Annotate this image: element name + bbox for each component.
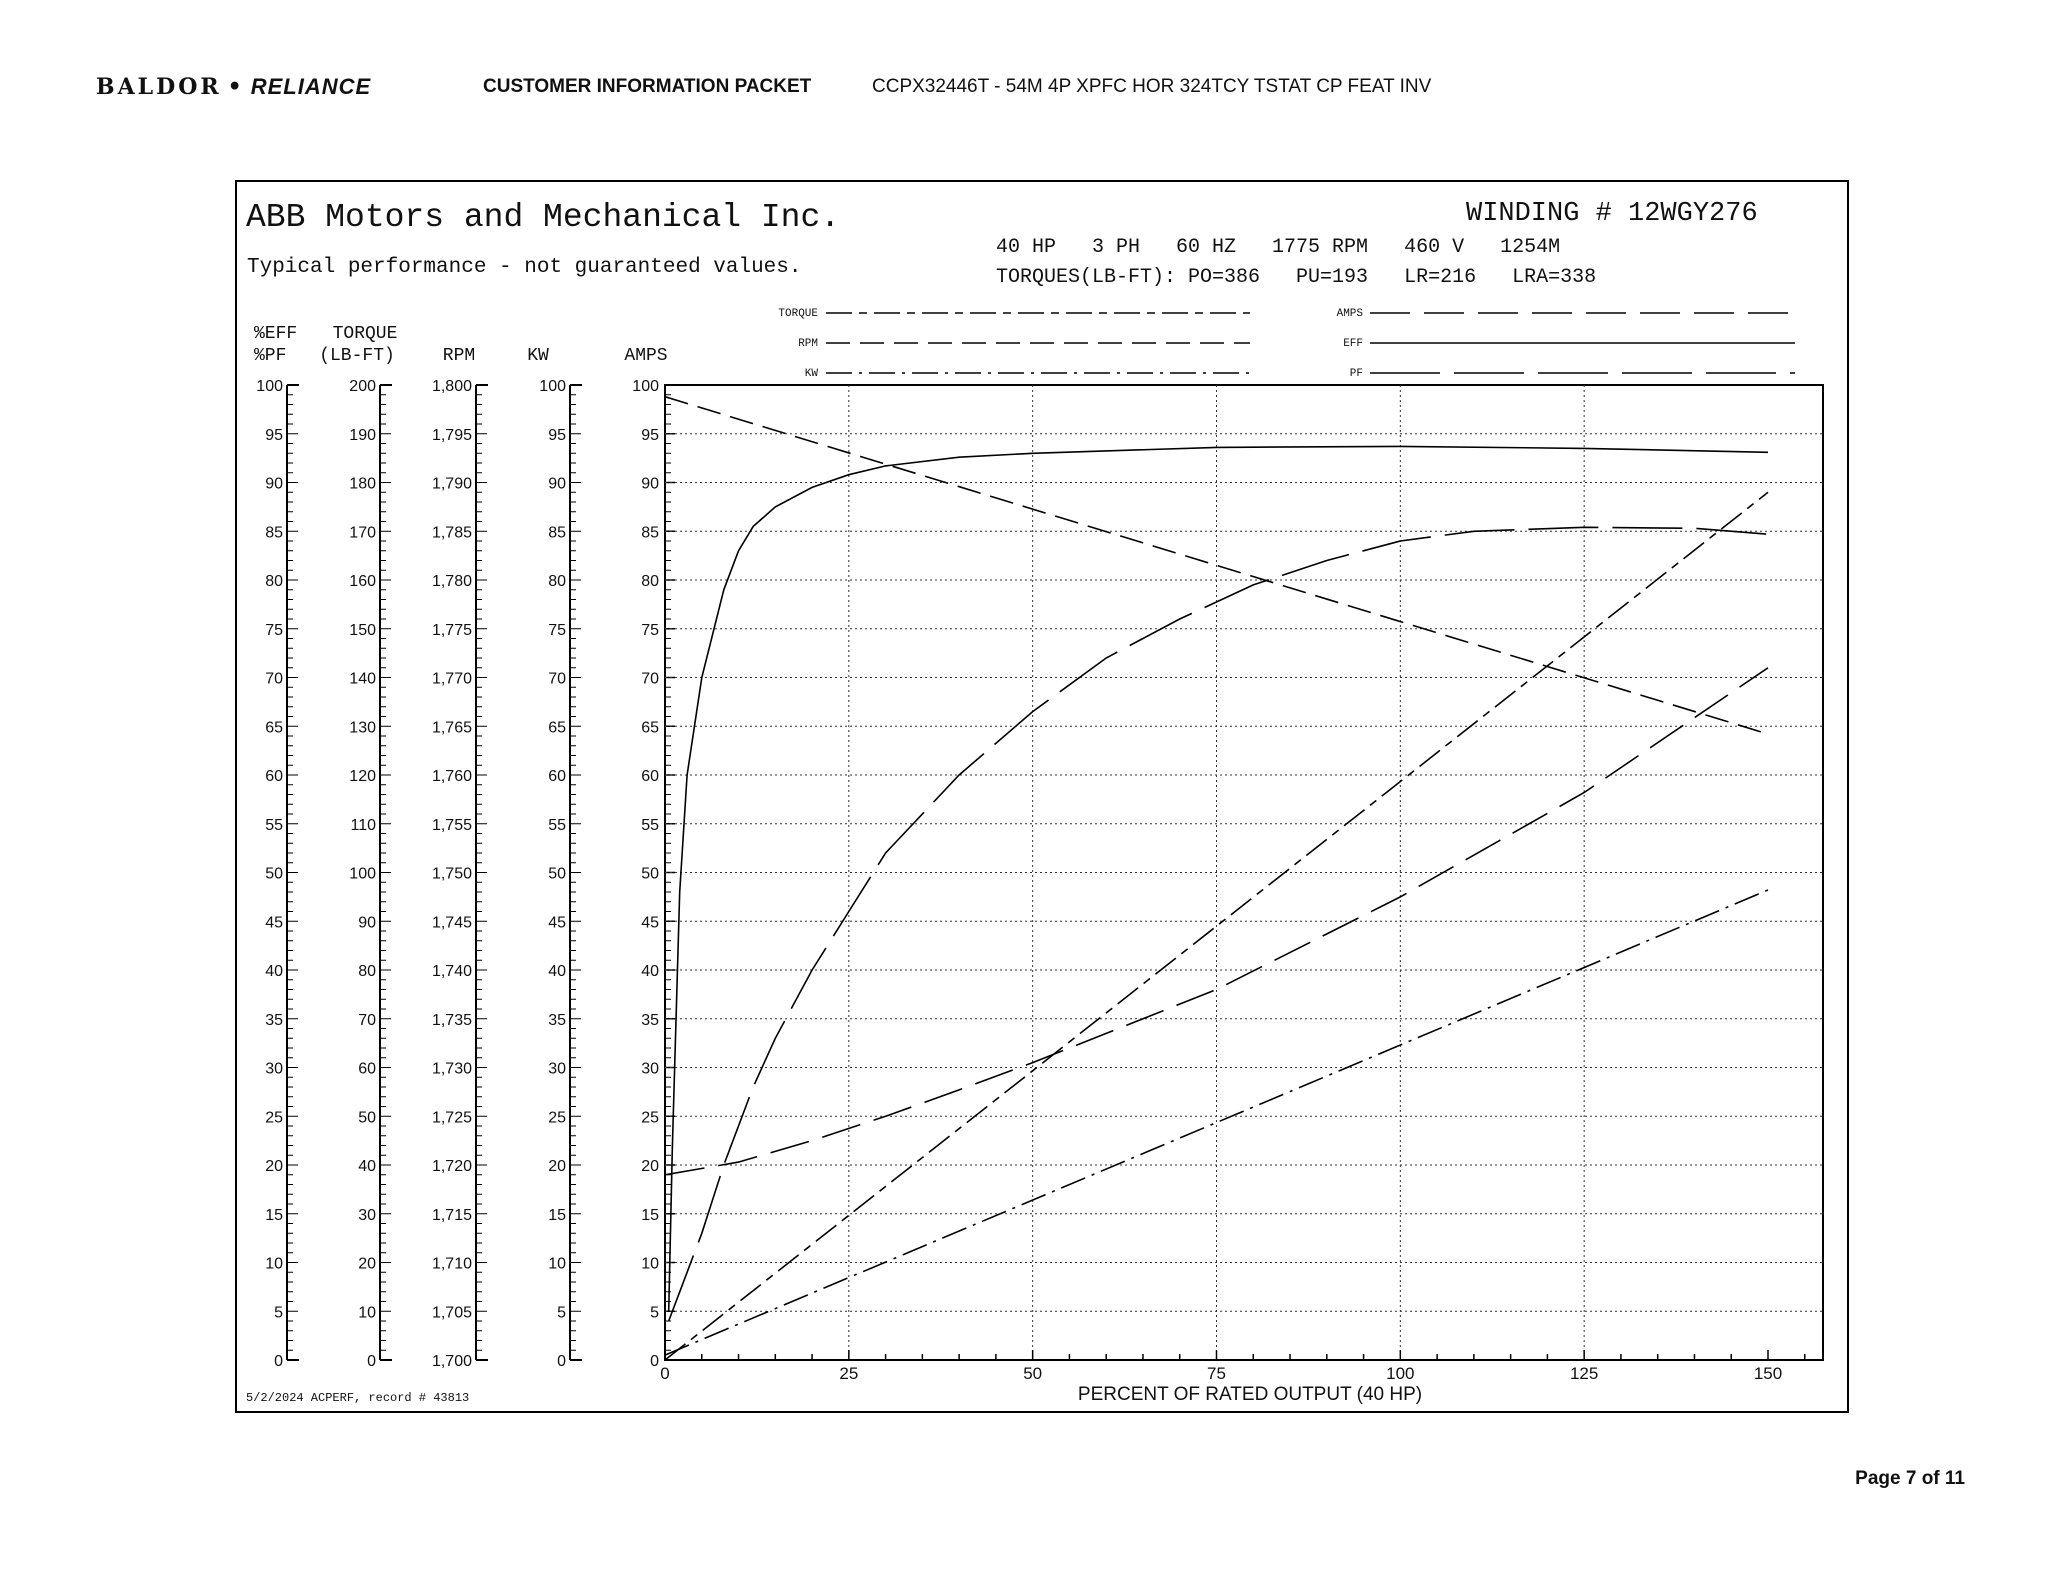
axis-tick-label: 1,800 bbox=[431, 378, 472, 395]
axis-title: RPM bbox=[442, 346, 476, 366]
axis-tick-label: 90 bbox=[358, 914, 376, 932]
axis-tick-label: 1,700 bbox=[431, 1353, 472, 1370]
axis-tick-label: 1,725 bbox=[431, 1109, 472, 1127]
axis-tick-label: 100 bbox=[539, 378, 566, 395]
axis-tick-label: 55 bbox=[548, 816, 566, 834]
axis-title: KW bbox=[527, 346, 549, 366]
logo-right-text: RELIANCE bbox=[250, 74, 372, 99]
axis-tick-label: 160 bbox=[349, 573, 376, 590]
axis-tick-label: 0 bbox=[650, 1353, 659, 1370]
axis-tick-label: 85 bbox=[548, 524, 566, 542]
axis-title: %PF bbox=[254, 346, 287, 366]
axis-tick-label: 1,790 bbox=[431, 475, 472, 493]
axis-tick-label: 90 bbox=[641, 475, 659, 493]
axis-tick-label: 55 bbox=[641, 816, 659, 834]
axis-tick-label: 5 bbox=[650, 1304, 659, 1322]
axis-tick-label: 35 bbox=[548, 1011, 566, 1029]
logo-left-text: BALDOR bbox=[96, 74, 222, 100]
axis-title: %EFF bbox=[254, 324, 298, 344]
series-eff bbox=[669, 446, 1768, 1311]
axis-tick-label: 1,710 bbox=[431, 1255, 472, 1273]
axis-tick-label: 20 bbox=[265, 1158, 283, 1175]
axis-tick-label: 90 bbox=[265, 475, 283, 493]
axis-tick-label: 1,720 bbox=[431, 1158, 472, 1175]
axis-tick-label: 170 bbox=[349, 524, 376, 542]
axis-tick-label: 10 bbox=[548, 1255, 566, 1273]
legend-label: EFF bbox=[1343, 338, 1363, 350]
axis-tick-label: 110 bbox=[350, 816, 376, 834]
axis-tick-label: 80 bbox=[641, 573, 659, 590]
axis-tick-label: 70 bbox=[265, 670, 283, 688]
axis-tick-label: 1,795 bbox=[431, 426, 472, 444]
axis-tick-label: 80 bbox=[358, 963, 376, 980]
axis-tick-label: 15 bbox=[641, 1206, 659, 1224]
x-axis-label: PERCENT OF RATED OUTPUT (40 HP) bbox=[1077, 1384, 1423, 1405]
axis-tick-label: 85 bbox=[265, 524, 283, 542]
axis-tick-label: 95 bbox=[265, 426, 283, 444]
axis-tick-label: 50 bbox=[641, 865, 659, 883]
axis-tick-label: 65 bbox=[641, 719, 659, 737]
axis-tick-label: 0 bbox=[367, 1353, 376, 1370]
axis-tick-label: 40 bbox=[548, 963, 566, 980]
axis-tick-label: 60 bbox=[548, 768, 566, 785]
axis-tick-label: 75 bbox=[641, 621, 659, 639]
axis-tick-label: 100 bbox=[349, 865, 376, 883]
axis-tick-label: 1,755 bbox=[431, 816, 472, 834]
axis-tick-label: 1,760 bbox=[431, 768, 472, 785]
axis-tick-label: 45 bbox=[641, 914, 659, 932]
axis-tick-label: 1,740 bbox=[431, 963, 472, 980]
axis-tick-label: 100 bbox=[256, 378, 283, 395]
axis-tick-label: 55 bbox=[265, 816, 283, 834]
legend-label: AMPS bbox=[1336, 308, 1363, 320]
axis-tick-label: 1,770 bbox=[431, 670, 472, 688]
axis-tick-label: 1,750 bbox=[431, 865, 472, 883]
axis-tick-label: 50 bbox=[358, 1109, 376, 1127]
axis-tick-label: 70 bbox=[641, 670, 659, 688]
legend-label: PF bbox=[1349, 368, 1363, 380]
axis-tick-label: 45 bbox=[548, 914, 566, 932]
plot-area bbox=[660, 385, 1823, 1383]
axis-tick-label: 20 bbox=[548, 1158, 566, 1175]
axis-tick-label: 65 bbox=[265, 719, 283, 737]
axis-tick-label: 1,775 bbox=[431, 621, 472, 639]
axis-tick-label: 50 bbox=[548, 865, 566, 883]
axis-tick-label: 1,735 bbox=[431, 1011, 472, 1029]
axis-tick-label: 40 bbox=[265, 963, 283, 980]
axis-tick-label: 70 bbox=[358, 1011, 376, 1029]
model-description: CCPX32446T - 54M 4P XPFC HOR 324TCY TSTAT CP FEAT INV bbox=[872, 76, 1432, 97]
axis-tick-label: 1,765 bbox=[431, 719, 472, 737]
axis-tick-label: 30 bbox=[265, 1060, 283, 1078]
x-tick-label: 125 bbox=[1569, 1364, 1599, 1383]
axis-tick-label: 40 bbox=[641, 963, 659, 980]
value-axes bbox=[254, 324, 675, 1370]
winding-number: WINDING # 12WGY276 bbox=[1466, 199, 1758, 229]
axis-tick-label: 65 bbox=[548, 719, 566, 737]
axis-tick-label: 35 bbox=[265, 1011, 283, 1029]
legend-label: KW bbox=[804, 368, 818, 380]
axis-tick-label: 30 bbox=[641, 1060, 659, 1078]
x-tick-label: 75 bbox=[1207, 1364, 1226, 1383]
legend-label: RPM bbox=[798, 338, 818, 350]
motor-ratings: 40 HP 3 PH 60 HZ 1775 RPM 460 V 1254M bbox=[996, 236, 1561, 259]
axis-tick-label: 10 bbox=[358, 1304, 376, 1322]
axis-tick-label: 5 bbox=[274, 1304, 283, 1322]
axis-tick-label: 15 bbox=[265, 1206, 283, 1224]
axis-tick-label: 25 bbox=[548, 1109, 566, 1127]
page-number: Page 7 of 11 bbox=[1855, 1468, 1965, 1489]
axis-tick-label: 80 bbox=[265, 573, 283, 590]
axis-tick-label: 20 bbox=[641, 1158, 659, 1175]
axis-tick-label: 75 bbox=[265, 621, 283, 639]
axis-tick-label: 50 bbox=[265, 865, 283, 883]
axis-tick-label: 0 bbox=[557, 1353, 566, 1370]
axis-tick-label: 1,785 bbox=[431, 524, 472, 542]
x-tick-label: 25 bbox=[839, 1364, 859, 1383]
axis-tick-label: 75 bbox=[548, 621, 566, 639]
axis-tick-label: 90 bbox=[548, 475, 566, 493]
axis-tick-label: 130 bbox=[349, 719, 376, 737]
axis-tick-label: 1,715 bbox=[431, 1206, 472, 1224]
axis-tick-label: 95 bbox=[641, 426, 659, 444]
axis-title: AMPS bbox=[624, 346, 668, 366]
record-footnote: 5/2/2024 ACPERF, record # 43813 bbox=[246, 1391, 470, 1405]
axis-tick-label: 150 bbox=[349, 621, 376, 639]
axis-tick-label: 200 bbox=[349, 378, 376, 395]
axis-tick-label: 120 bbox=[349, 768, 376, 785]
x-tick-label: 0 bbox=[660, 1364, 670, 1383]
axis-tick-label: 60 bbox=[358, 1060, 376, 1078]
legend-label: TORQUE bbox=[778, 308, 818, 320]
logo-separator: • bbox=[227, 74, 245, 100]
axis-tick-label: 25 bbox=[641, 1109, 659, 1127]
axis-tick-label: 25 bbox=[265, 1109, 283, 1127]
disclaimer-text: Typical performance - not guaranteed values. bbox=[247, 256, 802, 279]
x-tick-label: 100 bbox=[1386, 1364, 1415, 1383]
x-tick-label: 150 bbox=[1753, 1364, 1783, 1383]
axis-tick-label: 15 bbox=[548, 1206, 566, 1224]
axis-tick-label: 30 bbox=[548, 1060, 566, 1078]
axis-title: (LB-FT) bbox=[319, 346, 395, 366]
axis-title: TORQUE bbox=[332, 324, 398, 344]
axis-tick-label: 70 bbox=[548, 670, 566, 688]
axis-tick-label: 60 bbox=[265, 768, 283, 785]
axis-tick-label: 1,780 bbox=[431, 573, 472, 590]
plot-border bbox=[665, 385, 1823, 1360]
axis-tick-label: 180 bbox=[349, 475, 376, 493]
company-name: ABB Motors and Mechanical Inc. bbox=[246, 199, 841, 236]
x-tick-label: 50 bbox=[1023, 1364, 1043, 1383]
section-title: CUSTOMER INFORMATION PACKET bbox=[483, 76, 812, 97]
axis-tick-label: 45 bbox=[265, 914, 283, 932]
axis-tick-label: 10 bbox=[265, 1255, 283, 1273]
chart-legend bbox=[778, 308, 1795, 380]
axis-tick-label: 85 bbox=[641, 524, 659, 542]
axis-tick-label: 1,730 bbox=[431, 1060, 472, 1078]
axis-tick-label: 0 bbox=[274, 1353, 283, 1370]
axis-tick-label: 40 bbox=[358, 1158, 376, 1175]
axis-tick-label: 10 bbox=[641, 1255, 659, 1273]
axis-tick-label: 1,705 bbox=[431, 1304, 472, 1322]
axis-tick-label: 60 bbox=[641, 768, 659, 785]
chart-frame bbox=[236, 181, 1848, 1412]
axis-tick-label: 95 bbox=[548, 426, 566, 444]
axis-tick-label: 100 bbox=[632, 378, 659, 395]
series-pf bbox=[669, 527, 1768, 1321]
torque-ratings: TORQUES(LB-FT): PO=386 PU=193 LR=216 LRA=338 bbox=[996, 266, 1597, 289]
axis-tick-label: 190 bbox=[349, 426, 376, 444]
axis-tick-label: 1,745 bbox=[431, 914, 472, 932]
axis-tick-label: 30 bbox=[358, 1206, 376, 1224]
axis-tick-label: 5 bbox=[557, 1304, 566, 1322]
axis-tick-label: 140 bbox=[349, 670, 376, 688]
axis-tick-label: 20 bbox=[358, 1255, 376, 1273]
axis-tick-label: 80 bbox=[548, 573, 566, 590]
axis-tick-label: 35 bbox=[641, 1011, 659, 1029]
